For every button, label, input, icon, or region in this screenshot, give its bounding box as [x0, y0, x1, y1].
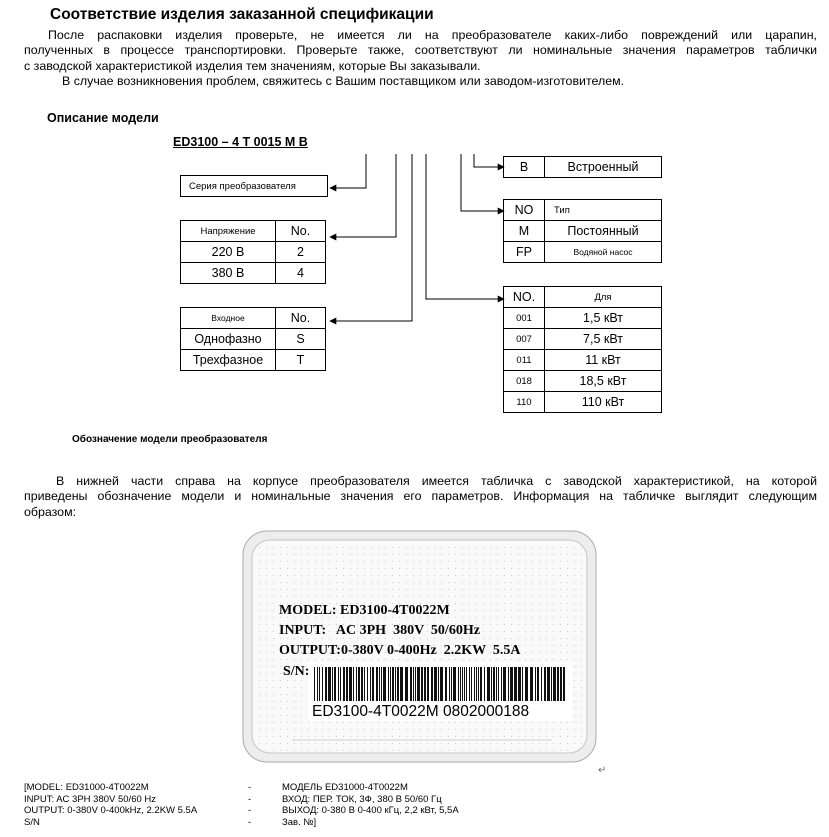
table-cell: Встроенный — [545, 157, 662, 178]
table-row — [504, 392, 662, 413]
table-cell: 110 кВт — [545, 392, 662, 413]
barcode-bar — [449, 667, 450, 701]
barcode-bar — [405, 667, 408, 701]
power-connector — [426, 154, 504, 299]
table-header-cell: Напряжение — [181, 221, 276, 242]
table-row — [504, 242, 662, 263]
barcode-bar — [413, 667, 414, 701]
barcode-bar — [451, 667, 452, 701]
barcode-bar — [530, 667, 533, 701]
barcode-bar — [544, 667, 546, 701]
model-code-rest: – 4 T 0015 M B — [218, 135, 308, 149]
footnote-line: OUTPUT: 0-380V 0-400kHz, 2.2KW 5.5A — [24, 805, 198, 816]
intro-line: После распаковки изделия проверьте, не имеется ли на преобразователе каких-либо повреждений или царапин, — [48, 28, 817, 42]
barcode-bar — [334, 667, 336, 701]
barcode-bar — [464, 667, 465, 701]
barcode-bar — [338, 667, 339, 701]
footnote-right — [282, 782, 459, 828]
barcode-bar — [417, 667, 420, 701]
table-cell: 007 — [504, 329, 545, 350]
barcode-bar — [563, 667, 565, 701]
footnote-line: S/N — [24, 816, 40, 828]
barcode-bar — [514, 667, 517, 701]
footnote-left — [24, 782, 197, 828]
barcode-bar — [314, 667, 315, 701]
barcode-bar — [484, 667, 485, 701]
barcode-bar — [364, 667, 365, 701]
barcode-bar — [560, 667, 562, 701]
barcode-bar — [434, 667, 437, 701]
barcode-bar — [496, 667, 497, 701]
power-table — [503, 286, 662, 413]
table-cell: 1,5 кВт — [545, 308, 662, 329]
table-row — [504, 308, 662, 329]
table-header-cell: No. — [276, 221, 326, 242]
voltage-connector — [330, 154, 396, 237]
footnote-dash: - — [248, 782, 252, 793]
barcode-bar — [332, 667, 333, 701]
table-cell: B — [504, 157, 545, 178]
barcode-bar — [340, 667, 341, 701]
table-cell: 380 В — [181, 263, 276, 284]
model-section-title: Описание модели — [47, 111, 159, 125]
plate-intro-line: В нижней части справа на корпусе преобразователя имеется табличка с заводской характеристикой, на которой — [56, 474, 817, 488]
barcode-bar — [328, 667, 331, 701]
intro-line: полученных в процессе транспортировки. Проверьте также, соответствуют ли номинальные значения параметров таблички — [24, 43, 817, 58]
barcode-bar — [395, 667, 396, 701]
barcode-number: ED3100-4T0022M 0802000188 — [312, 703, 530, 720]
table-row — [504, 350, 662, 371]
barcode-bar — [370, 667, 371, 701]
table-cell: 18,5 кВт — [545, 371, 662, 392]
table-row — [504, 371, 662, 392]
table-cell: Постоянный — [545, 221, 662, 242]
table-header-cell: NO — [504, 200, 545, 221]
table-cell: 2 — [276, 242, 326, 263]
table-header-row — [181, 221, 326, 242]
table-cell: 110 — [504, 392, 545, 413]
table-row — [181, 350, 326, 371]
barcode-bar — [440, 667, 443, 701]
type-connector — [461, 154, 504, 211]
nameplate-sn: S/N: — [283, 664, 310, 679]
table-cell: M — [504, 221, 545, 242]
barcode-bar — [462, 667, 463, 701]
table-row — [504, 221, 662, 242]
table-cell: 011 — [504, 350, 545, 371]
table-row — [504, 329, 662, 350]
barcode-bar — [445, 667, 447, 701]
footnote-line: [MODEL: ED31000-4T0022M — [24, 782, 149, 793]
model-code-series: ED3100 — [173, 135, 219, 149]
barcode-bar — [427, 667, 429, 701]
barcode-bar — [367, 667, 368, 701]
barcode-bar — [424, 667, 426, 701]
barcode-bar — [518, 667, 521, 701]
intro-line: В случае возникновения проблем, свяжитесь с Вашим поставщиком или заводом-изготовителем. — [62, 73, 625, 88]
barcode-bar — [379, 667, 380, 701]
input-table — [180, 307, 326, 371]
barcode-bar — [346, 667, 348, 701]
barcode-bar — [322, 667, 323, 701]
table-header-cell: NO. — [504, 287, 545, 308]
barcode-bar — [356, 667, 357, 701]
barcode-bar — [372, 667, 374, 701]
footnote-dash: - — [248, 816, 252, 828]
barcode-bar — [325, 667, 327, 701]
table-cell: Трехфазное — [181, 350, 276, 371]
table-row — [181, 329, 326, 350]
barcode-bar — [361, 667, 363, 701]
barcode-bar — [508, 667, 509, 701]
barcode-bar — [358, 667, 360, 701]
table-header-cell: Тип — [545, 200, 662, 221]
barcode-bar — [390, 667, 391, 701]
barcode-bar — [453, 667, 456, 701]
table-header-row — [504, 200, 662, 221]
table-header-row — [504, 287, 662, 308]
plate-intro-line: приведены обозначение модели и номинальные значения его параметров. Информация на табличке выглядит следующим — [24, 489, 817, 504]
footnote-line: ВЫХОД: 0-380 В 0-400 кГц, 2,2 кВт, 5,5А — [282, 805, 459, 816]
barcode-bar — [343, 667, 345, 701]
table-cell: 4 — [276, 263, 326, 284]
barcode-bar — [476, 667, 477, 701]
nameplate-model: MODEL: ED3100-4T0022M — [279, 603, 450, 618]
barcode-bar — [547, 667, 550, 701]
barcode-bar — [381, 667, 382, 701]
footnote-line: МОДЕЛЬ ED31000-4T0022M — [282, 782, 408, 793]
builtin-connector — [474, 154, 504, 167]
barcode-bar — [353, 667, 354, 701]
barcode-bar — [392, 667, 394, 701]
barcode-bar — [501, 667, 502, 701]
table-header-row — [181, 308, 326, 329]
barcode-bar — [349, 667, 352, 701]
barcode-bar — [415, 667, 416, 701]
model-caption: Обозначение модели преобразователя — [72, 434, 268, 445]
footnote-line: ВХОД: ПЕР. ТОК, 3Ф, 380 В 50/60 Гц — [282, 793, 442, 805]
barcode-bar — [480, 667, 482, 701]
barcode-bar — [466, 667, 467, 701]
barcode-bar — [431, 667, 433, 701]
barcode-bar — [421, 667, 423, 701]
barcode-bar — [537, 667, 539, 701]
series-label-box: Серия преобразователя — [180, 175, 328, 197]
table-header-cell: No. — [276, 308, 326, 329]
intro-line: с заводской характеристикой изделия тем значениям, которые Вы заказывали. — [24, 58, 481, 73]
barcode-bar — [376, 667, 378, 701]
table-cell: 11 кВт — [545, 350, 662, 371]
barcode-bar — [557, 667, 559, 701]
barcode-bar — [397, 667, 399, 701]
table-cell: 220 В — [181, 242, 276, 263]
barcode-bar — [551, 667, 552, 701]
nameplate-input: INPUT: AC 3PH 380V 50/60Hz — [279, 623, 480, 638]
barcode-bar — [319, 667, 320, 701]
plate-intro-line: образом: — [24, 504, 77, 519]
page-heading: Соответствие изделия заказанной спецификации — [50, 6, 434, 23]
barcode-bar — [478, 667, 479, 701]
barcode-bar — [498, 667, 499, 701]
series-connector — [330, 154, 366, 188]
barcode-bar — [541, 667, 542, 701]
barcode-bar — [383, 667, 386, 701]
barcode-bar — [491, 667, 492, 701]
table-cell: Водяной насос — [545, 242, 662, 263]
table-cell: Однофазно — [181, 329, 276, 350]
table-cell: S — [276, 329, 326, 350]
footnote-dashes — [248, 782, 251, 828]
barcode-bar — [535, 667, 536, 701]
table-header-cell: Для — [545, 287, 662, 308]
barcode-bar — [522, 667, 523, 701]
table-cell: FP — [504, 242, 545, 263]
nameplate-output: OUTPUT:0-380V 0-400Hz 2.2KW 5.5A — [279, 643, 521, 658]
barcode-bar — [458, 667, 459, 701]
table-cell: T — [276, 350, 326, 371]
barcode-bar — [474, 667, 475, 701]
table-cell: 018 — [504, 371, 545, 392]
footnote-line: INPUT: AC 3PH 380V 50/60 Hz — [24, 793, 157, 805]
barcode-bar — [317, 667, 318, 701]
table-cell: 001 — [504, 308, 545, 329]
barcode-bar — [553, 667, 556, 701]
barcode-bar — [487, 667, 490, 701]
plate-intro-paragraph — [24, 474, 817, 520]
barcode-bar — [493, 667, 495, 701]
table-row — [181, 263, 326, 284]
barcode-bar — [438, 667, 439, 701]
footnote-line: Зав. №] — [282, 816, 317, 828]
barcode-bar — [469, 667, 470, 701]
table-cell: 7,5 кВт — [545, 329, 662, 350]
type-table — [503, 199, 662, 263]
table-header-cell: Входное — [181, 308, 276, 329]
barcode-bar — [510, 667, 513, 701]
footnote-dash: - — [248, 805, 252, 816]
footnote-dash: - — [248, 793, 252, 805]
return-mark: ↵ — [598, 765, 607, 776]
barcode-bar — [400, 667, 403, 701]
barcode-bar — [503, 667, 506, 701]
barcode-bar — [525, 667, 528, 701]
table-row — [181, 242, 326, 263]
builtin-table — [503, 156, 662, 178]
barcode-bar — [460, 667, 461, 701]
barcode-bar — [388, 667, 389, 701]
voltage-table — [180, 220, 326, 284]
table-row — [504, 157, 662, 178]
barcode-bar — [410, 667, 412, 701]
barcode-bar — [471, 667, 472, 701]
